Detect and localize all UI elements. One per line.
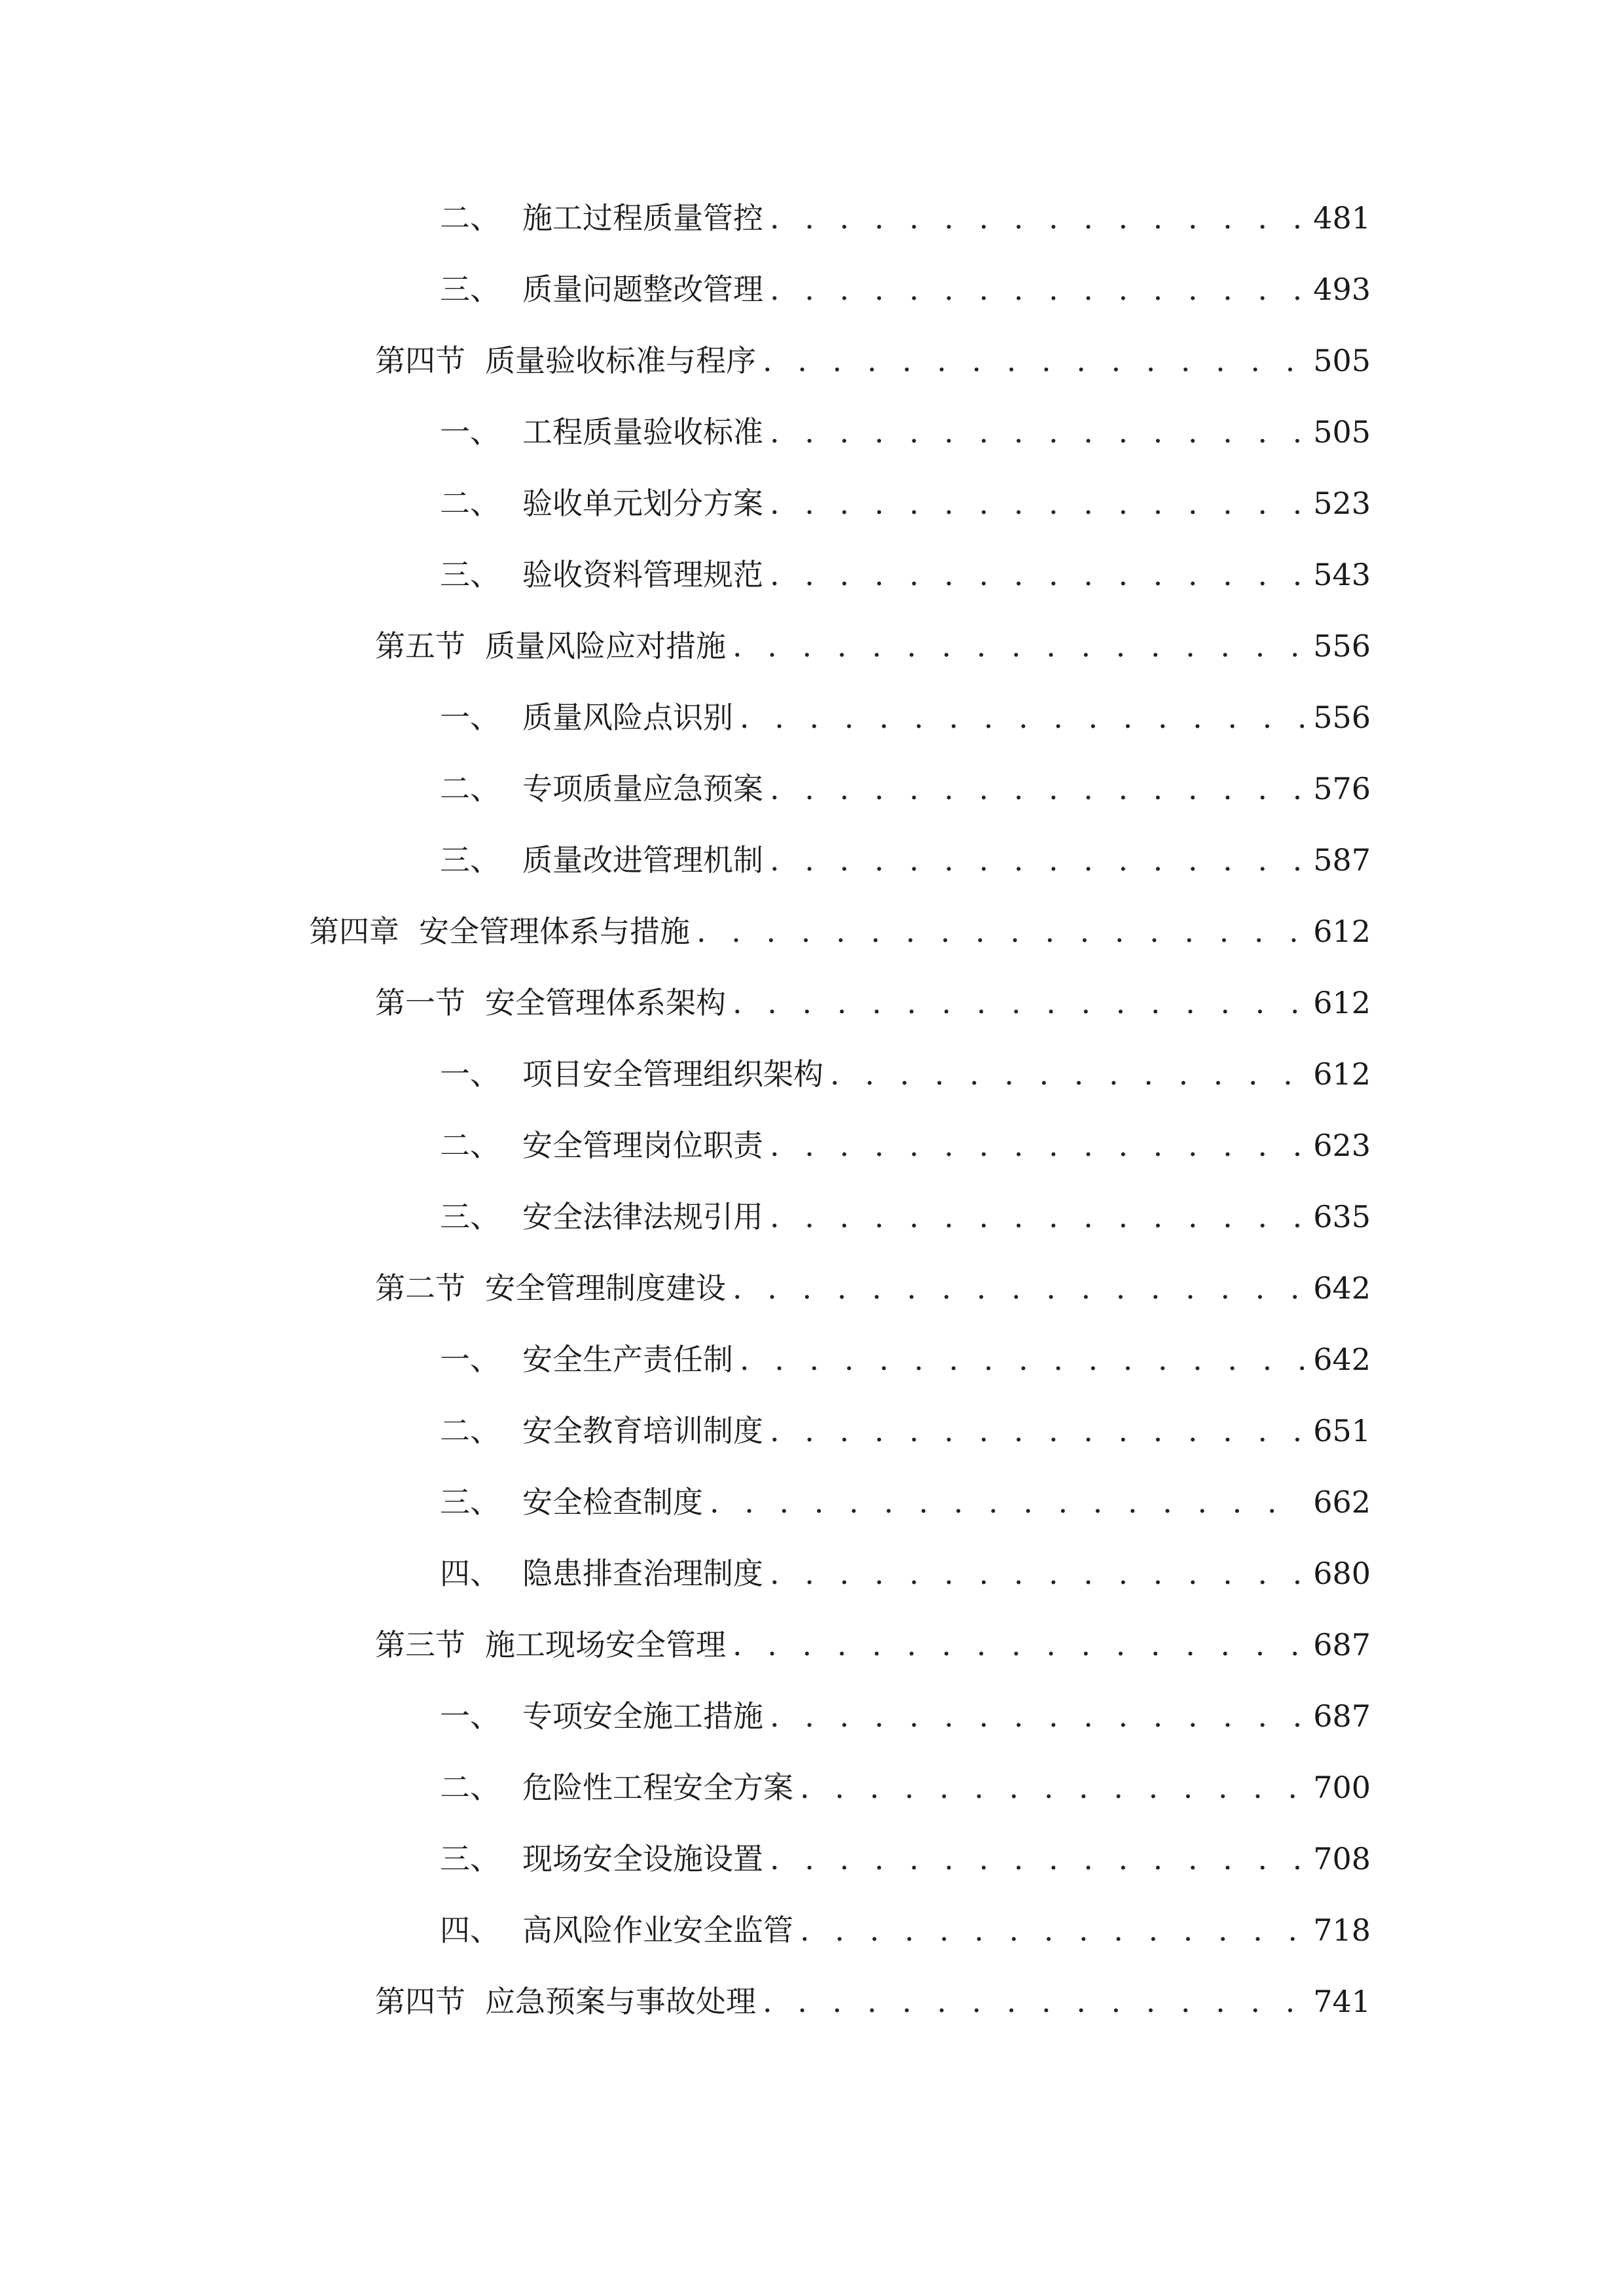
toc-entry-number: 二、: [440, 1770, 500, 1805]
toc-entry[interactable]: [440, 1761, 1371, 1814]
toc-dot-leader: [800, 1761, 1304, 1814]
toc-entry-number: 四、: [440, 1912, 500, 1948]
toc-entry-page: 612: [1313, 985, 1371, 1020]
toc-entry-title: 安全生产责任制: [522, 1342, 733, 1377]
toc-entry-number: 二、: [440, 200, 500, 236]
toc-entry-number: 一、: [440, 1698, 500, 1734]
toc-entry-title: 安全法律法规引用: [522, 1199, 763, 1234]
toc-entry-title: 施工现场安全管理: [485, 1627, 726, 1662]
toc-entry-title: 施工过程质量管控: [522, 200, 763, 236]
toc-entry-title: 安全管理岗位职责: [522, 1128, 763, 1163]
toc-dot-leader: [830, 1048, 1304, 1100]
toc-dot-leader: [770, 1547, 1304, 1600]
toc-entry[interactable]: [375, 620, 1371, 672]
toc-entry[interactable]: [440, 548, 1371, 601]
toc-entry-page: 680: [1313, 1556, 1371, 1591]
toc-entry-number: 一、: [440, 414, 500, 450]
toc-dot-leader: [770, 1690, 1304, 1742]
toc-entry-title: 项目安全管理组织架构: [522, 1056, 823, 1092]
toc-entry-number: 三、: [440, 842, 500, 878]
toc-entry-number: 三、: [440, 1841, 500, 1876]
toc-entry[interactable]: [440, 477, 1371, 529]
toc-entry-number: 三、: [440, 557, 500, 592]
toc-entry-page: 642: [1313, 1342, 1371, 1377]
toc-entry-number: 三、: [440, 272, 500, 307]
toc-dot-leader: [710, 1476, 1304, 1528]
toc-entry-title: 专项质量应急预案: [522, 771, 763, 806]
toc-entry[interactable]: [440, 1690, 1371, 1742]
toc-dot-leader: [740, 1333, 1304, 1386]
toc-entry-number: 第二节: [375, 1270, 465, 1306]
toc-entry-title: 安全管理体系与措施: [419, 914, 690, 949]
toc-entry-number: 三、: [440, 1484, 500, 1520]
toc-entry-page: 505: [1313, 414, 1371, 450]
toc-dot-leader: [770, 834, 1304, 886]
toc-dot-leader: [763, 334, 1304, 387]
toc-entry[interactable]: [440, 1119, 1371, 1172]
toc-dot-leader: [770, 762, 1304, 815]
toc-dot-leader: [770, 1833, 1304, 1885]
toc-entry[interactable]: [440, 1048, 1371, 1100]
toc-entry-page: 543: [1313, 557, 1371, 592]
toc-entry[interactable]: [440, 263, 1371, 315]
toc-entry-number: 二、: [440, 771, 500, 806]
toc-entry-title: 质量改进管理机制: [522, 842, 763, 878]
toc-dot-leader: [770, 1119, 1304, 1172]
toc-entry[interactable]: [375, 977, 1371, 1029]
toc-entry-number: 三、: [440, 1199, 500, 1234]
toc-entry-title: 工程质量验收标准: [522, 414, 763, 450]
toc-entry-title: 安全检查制度: [522, 1484, 703, 1520]
toc-entry[interactable]: [440, 691, 1371, 744]
toc-entry-number: 第四节: [375, 1984, 465, 2019]
toc-entry-number: 一、: [440, 1056, 500, 1092]
toc-dot-leader: [770, 192, 1304, 244]
toc-entry-page: 556: [1313, 700, 1371, 735]
toc-dot-leader: [732, 977, 1304, 1029]
toc-dot-leader: [770, 548, 1304, 601]
toc-dot-leader: [732, 1619, 1304, 1671]
toc-entry-page: 700: [1313, 1770, 1371, 1805]
toc-dot-leader: [770, 406, 1304, 458]
toc-entry-title: 专项安全施工措施: [522, 1698, 763, 1734]
toc-entry[interactable]: [440, 1547, 1371, 1600]
toc-entry-page: 612: [1313, 914, 1371, 949]
toc-entry-title: 质量风险点识别: [522, 700, 733, 735]
toc-dot-leader: [770, 477, 1304, 529]
toc-entry-title: 质量风险应对措施: [485, 628, 726, 664]
toc-entry-title: 隐患排查治理制度: [522, 1556, 763, 1591]
toc-entry-page: 687: [1313, 1627, 1371, 1662]
toc-entry-number: 一、: [440, 700, 500, 735]
toc-entry-page: 708: [1313, 1841, 1371, 1876]
toc-entry-title: 安全管理体系架构: [485, 985, 726, 1020]
toc-entry-title: 验收资料管理规范: [522, 557, 763, 592]
toc-entry[interactable]: [375, 1975, 1371, 2028]
toc-entry-page: 635: [1313, 1199, 1371, 1234]
toc-entry[interactable]: [440, 406, 1371, 458]
toc-entry-page: 662: [1313, 1484, 1371, 1520]
toc-entry-number: 二、: [440, 1413, 500, 1448]
toc-dot-leader: [763, 1975, 1304, 2028]
toc-entry[interactable]: [375, 334, 1371, 387]
toc-entry-page: 587: [1313, 842, 1371, 878]
toc-entry-title: 应急预案与事故处理: [485, 1984, 756, 2019]
toc-dot-leader: [770, 1405, 1304, 1457]
toc-dot-leader: [770, 263, 1304, 315]
toc-entry-page: 642: [1313, 1270, 1371, 1306]
toc-entry-title: 质量问题整改管理: [522, 272, 763, 307]
toc-entry-number: 第一节: [375, 985, 465, 1020]
toc-entry[interactable]: [375, 1262, 1371, 1314]
toc-entry-page: 481: [1313, 200, 1371, 236]
toc-entry-page: 612: [1313, 1056, 1371, 1092]
toc-entry-page: 493: [1313, 272, 1371, 307]
toc-entry[interactable]: [440, 1405, 1371, 1457]
toc-entry-page: 576: [1313, 771, 1371, 806]
toc-entry[interactable]: [440, 1191, 1371, 1243]
toc-dot-leader: [696, 905, 1304, 958]
toc-entry-page: 718: [1313, 1912, 1371, 1948]
toc-entry-number: 第三节: [375, 1627, 465, 1662]
toc-entry[interactable]: [440, 1904, 1371, 1956]
toc-entry-number: 四、: [440, 1556, 500, 1591]
toc-entry-title: 质量验收标准与程序: [485, 343, 756, 378]
toc-entry[interactable]: [440, 834, 1371, 886]
toc-entry-page: 505: [1313, 343, 1371, 378]
toc-entry[interactable]: [440, 192, 1371, 244]
toc-entry-title: 危险性工程安全方案: [522, 1770, 793, 1805]
toc-entry-page: 623: [1313, 1128, 1371, 1163]
toc-dot-leader: [732, 620, 1304, 672]
toc-entry-title: 现场安全设施设置: [522, 1841, 763, 1876]
toc-entry-page: 523: [1313, 486, 1371, 521]
toc-entry-page: 651: [1313, 1413, 1371, 1448]
toc-dot-leader: [740, 691, 1304, 744]
toc-entry[interactable]: [440, 1476, 1371, 1528]
toc-entry-number: 二、: [440, 1128, 500, 1163]
toc-entry-number: 第四节: [375, 343, 465, 378]
toc-entry-title: 安全管理制度建设: [485, 1270, 726, 1306]
toc-entry[interactable]: [440, 762, 1371, 815]
toc-entry-title: 高风险作业安全监管: [522, 1912, 793, 1948]
toc-entry-number: 第四章: [309, 914, 399, 949]
toc-entry[interactable]: [375, 1619, 1371, 1671]
toc-entry-page: 687: [1313, 1698, 1371, 1734]
toc-entry-page: 741: [1313, 1984, 1371, 2019]
toc-entry-number: 二、: [440, 486, 500, 521]
toc-entry-chapter[interactable]: [309, 905, 1371, 958]
toc-entry-title: 验收单元划分方案: [522, 486, 763, 521]
toc-entry-title: 安全教育培训制度: [522, 1413, 763, 1448]
toc-entry[interactable]: [440, 1333, 1371, 1386]
toc-entry-page: 556: [1313, 628, 1371, 664]
toc-dot-leader: [800, 1904, 1304, 1956]
toc-entry-number: 第五节: [375, 628, 465, 664]
toc-dot-leader: [770, 1191, 1304, 1243]
toc-entry-number: 一、: [440, 1342, 500, 1377]
toc-dot-leader: [732, 1262, 1304, 1314]
toc-entry[interactable]: [440, 1833, 1371, 1885]
